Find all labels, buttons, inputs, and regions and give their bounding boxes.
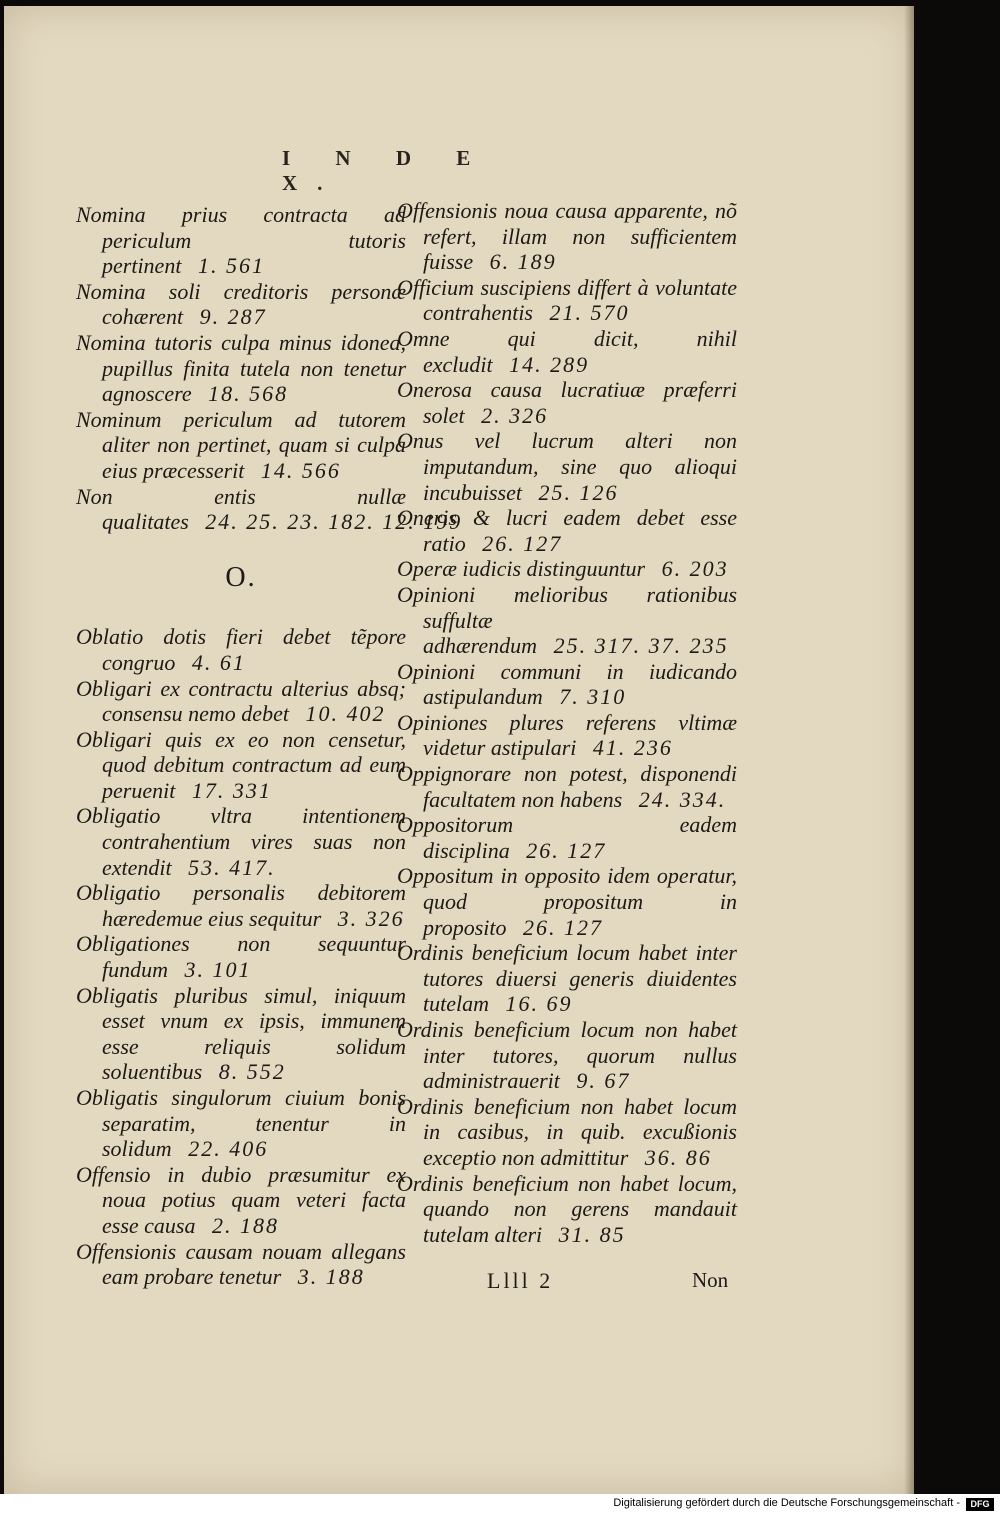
digitization-footer [0,1494,1000,1516]
sheet-signature: Llll 2 [487,1268,554,1293]
index-entry: Offensionis noua causa apparente, nõ refert, illam non sufficientem fuisse 6. 189 [397,198,737,275]
index-entry: Obligatis pluribus simul, iniquum esset vnum ex ipsis, immunem esse reliquis solidum soluentibus 8. 552 [76,982,406,1085]
index-entry: Oppositorum eadem disciplina 26. 127 [397,812,737,863]
index-entry: Nomina tutoris culpa minus idonea, pupillus finita tutela non tenetur agnoscere 18. 568 [76,329,406,407]
index-entry: Nomina soli creditoris personæ cohærent 9. 287 [76,278,406,330]
index-entry: Obligari ex contractu alterius absq; consensu nemo debet 10. 402 [76,675,406,727]
catchword: Non [692,1268,729,1292]
index-entry: Opinioni melioribus rationibus suffultæ adhærendum 25. 317. 37. 235 [397,581,737,659]
index-entry: Oppositum in opposito idem operatur, quod propositum in proposito 26. 127 [397,863,737,940]
index-entry: Ordinis beneficium locum non habet inter tutores, quorum nullus administrauerit 9. 67 [397,1017,737,1094]
section-letter: O. [225,561,257,593]
index-entry: Omne qui dicit, nihil excludit 14. 289 [397,325,737,377]
index-entry: Operæ iudicis distinguuntur 6. 203 [397,556,729,582]
index-column-right [397,198,737,1247]
index-column-left [76,202,463,1290]
index-entry: Obligationes non sequuntur fundum 3. 101 [76,931,406,983]
index-entry: Obligatio vltra intentionem contrahentium vires suas non extendit 53. 417. [76,803,406,880]
funding-note: Digitalisierung gefördert durch die Deutsche Forschungsgemeinschaft - [613,1497,960,1509]
book-page [4,6,914,1494]
index-entry: Onerosa causa lucratiuæ præferri solet 2. 326 [397,377,737,428]
index-entry: Ordinis beneficium locum habet inter tutores diuersi generis diuidentes tutelam 16. 69 [397,940,737,1017]
index-entry: Ordinis beneficium non habet locum in casibus, in quib. excußionis exceptio non admittitur 36. 86 [397,1093,737,1170]
index-entry: Nominum periculum ad tutorem aliter non pertinet, quam si culpa eius præcesserit 14. 566 [76,406,406,483]
index-entry: Nomina prius contracta ad periculum tutoris pertinent 1. 561 [76,202,406,279]
index-entry: Opiniones plures referens vltimæ videtur astipulari 41. 236 [397,709,737,761]
index-entry: Obligatis singulorum ciuium bonis separatim, tenentur in solidum 22. 406 [76,1085,406,1162]
index-entry: Oneris & lucri eadem debet esse ratio 26. 127 [397,505,737,556]
index-entry: Oppignorare non potest, disponendi facultatem non habens 24. 334. [397,761,737,812]
index-entry: Obligari quis ex eo non censetur, quod debitum contractum ad eum peruenit 17. 331 [76,726,406,803]
index-entry: Offensio in dubio præsumitur ex noua potius quam veteri facta esse causa 2. 188 [76,1161,406,1238]
index-entry: Officium suscipiens differt à voluntate contrahentis 21. 570 [397,274,737,326]
index-entry: Oblatio dotis fieri debet tẽpore congruo 4. 61 [76,624,406,675]
index-entry: Non entis nullæ qualitates 24. 25. 23. 182. 12. 199 [76,483,463,535]
index-entry: Onus vel lucrum alteri non imputandum, sine quo alioqui incubuisset 25. 126 [397,428,737,505]
dfg-logo: DFG [966,1498,994,1511]
index-entry: Obligatio personalis debitorem hæredemue eius sequitur 3. 326 [76,880,406,931]
running-head: I N D E X. [282,146,491,195]
index-entry: Ordinis beneficium non habet locum, quando non gerens mandauit tutelam alteri 31. 85 [397,1170,737,1247]
index-entry: Offensionis causam nouam allegans eam probare tenetur 3. 188 [76,1238,406,1290]
index-entry: Opinioni communi in iudicando astipulandum 7. 310 [397,658,737,710]
